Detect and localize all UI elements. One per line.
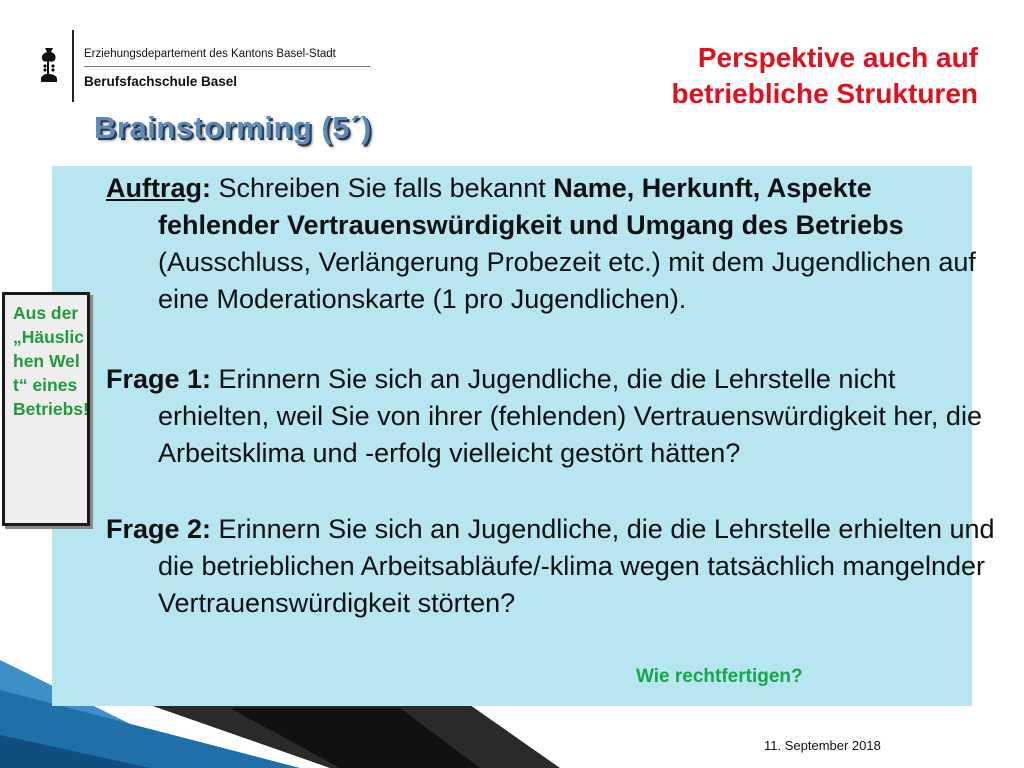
frage1-text: Erinnern Sie sich an Jugendliche, die die Lehrstelle nicht erhielten, weil Sie von ihrer (fehlenden) Vertrauenswürdigkeit her, die Arbeitsklima und -erfolg vielleicht gestört hätten? xyxy=(158,364,982,468)
side-note xyxy=(2,292,90,526)
stripe-deep xyxy=(0,735,150,768)
slide-subtitle: Brainstorming (5´) xyxy=(94,110,372,145)
stripe-black xyxy=(230,708,480,768)
side-note-text: Aus der „Häuslichen Welt“ eines Betriebs! xyxy=(13,303,89,419)
stripe-dark xyxy=(150,705,560,768)
frage2-label: Frage 2: xyxy=(106,514,212,544)
frage1-label: Frage 1: xyxy=(106,364,212,394)
content-box xyxy=(52,166,995,706)
slide-title xyxy=(671,40,978,112)
footer-date: 11. September 2018 xyxy=(764,738,881,753)
auftrag-colon: : xyxy=(202,173,211,203)
auftrag-text-b: (Ausschluss, Verlängerung Probezeit etc.) mit dem Jugendlichen auf eine Moderationskarte (1 pro Jugendlichen). xyxy=(158,247,976,314)
frage2-text: Erinnern Sie sich an Jugendliche, die die Lehrstelle erhielten und die betrieblichen Arbeitsabläufe/-klima wegen tatsächlich mangelnder Vertrauenswürdigkeit störten? xyxy=(158,514,995,618)
slide-title-line2: betriebliche Strukturen xyxy=(671,78,978,109)
department-name: Erziehungsdepartement des Kantons Basel-Stadt xyxy=(84,48,336,60)
frage2-paragraph xyxy=(106,511,998,622)
org-underline xyxy=(84,66,370,67)
logo-divider xyxy=(72,30,74,102)
basel-crest-icon xyxy=(36,46,62,84)
school-name: Berufsfachschule Basel xyxy=(84,74,238,89)
frage1-paragraph xyxy=(106,361,998,472)
auftrag-text-a: Schreiben Sie falls bekannt xyxy=(211,173,554,203)
auftrag-label: Auftrag xyxy=(106,173,202,203)
auftrag-bold: Name, Herkunft, Aspekte fehlender Vertrauenswürdigkeit und Umgang des Betriebs xyxy=(158,173,904,240)
auftrag-paragraph xyxy=(106,170,998,318)
answer-hint: Wie rechtfertigen? xyxy=(636,666,803,687)
slide-title-line1: Perspektive auch auf xyxy=(697,42,978,73)
